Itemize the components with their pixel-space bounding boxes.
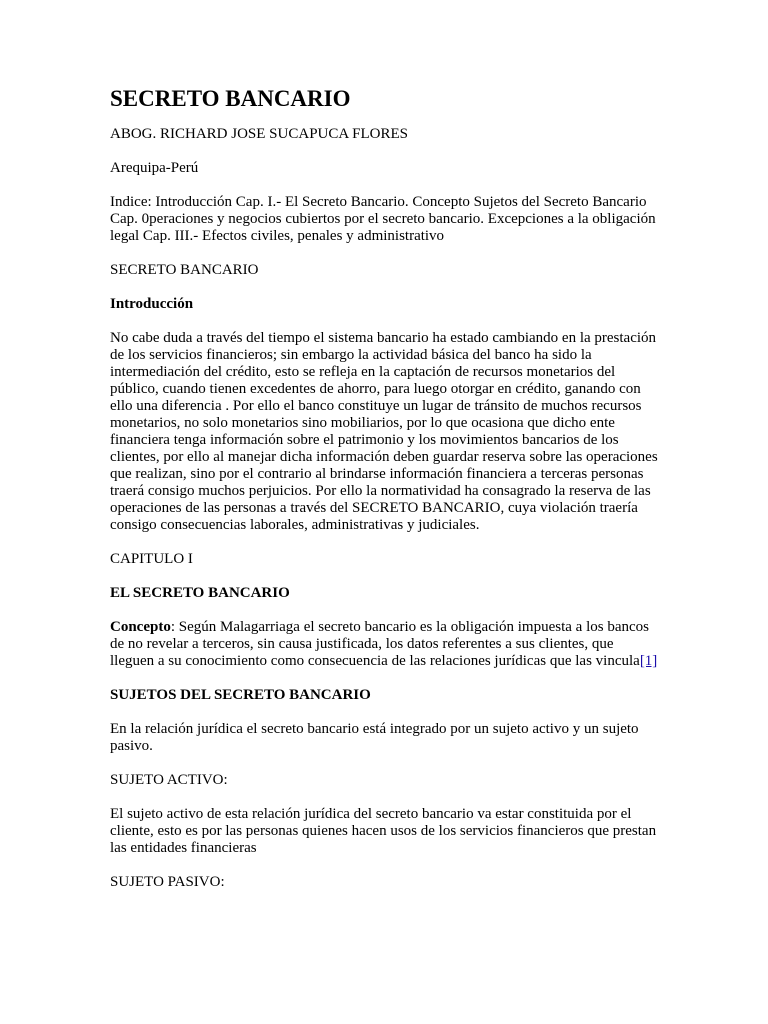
active-subject-heading: SUJETO ACTIVO: bbox=[110, 772, 228, 788]
document-title: SECRETO BANCARIO bbox=[110, 86, 351, 111]
subtitle-line: SECRETO BANCARIO bbox=[110, 262, 259, 278]
concept-text: : Según Malagarriaga el secreto bancario es la obligación impuesta a los bancos de no revelar a terceros, sin causa justificada, los datos referentes a sus clientes, que lleguen a su conocimiento como consecuencia de las relaciones jurídicas que las vincula bbox=[110, 619, 649, 669]
active-subject-paragraph: El sujeto activo de esta relación jurídica del secreto bancario va estar constituida por el cliente, esto es por las personas quienes hacen usos de los servicios financieros que prestan las entidades financieras bbox=[110, 806, 657, 856]
location-line: Arequipa-Perú bbox=[110, 160, 199, 176]
document-page bbox=[110, 84, 658, 908]
index-paragraph: Indice: Introducción Cap. I.- El Secreto Bancario. Concepto Sujetos del Secreto Bancario Cap. 0peraciones y negocios cubiertos por el secreto bancario. Excepciones a la obligación legal Cap. III.- Efectos civiles, penales y administrativo bbox=[110, 194, 656, 244]
intro-paragraph: No cabe duda a través del tiempo el sistema bancario ha estado cambiando en la prestación de los servicios financieros; sin embargo la actividad básica del banco ha sido la intermediación del crédito, esto se refleja en la captación de recursos monetarios del público, cuando tienen excedentes de ahorro, para luego otorgar en crédito, ganando con ello una diferencia . Por ello el banco constituye un lugar de tránsito de muchos recursos monetarios, no solo monetarios sino mobiliarios, por lo que ocasiona que dicho ente financiera tenga información sobre el patrimonio y los movimientos bancarios de los clientes, por ello al manejar dicha información deben guardar reserva sobre las operaciones que realizan, sino por el contrario al brindarse información financiera a terceras personas traerá consigo muchos perjuicios. Por ello la normatividad ha consagrado la reserva de las operaciones de las personas a través del SECRETO BANCARIO, cuya violación traería consigo consecuencias laborales, administrativas y judiciales. bbox=[110, 330, 658, 533]
subjects-heading: SUJETOS DEL SECRETO BANCARIO bbox=[110, 687, 371, 703]
author-line: ABOG. RICHARD JOSE SUCAPUCA FLORES bbox=[110, 126, 408, 142]
chapter-title: EL SECRETO BANCARIO bbox=[110, 585, 290, 601]
concept-paragraph bbox=[110, 619, 658, 670]
passive-subject-heading: SUJETO PASIVO: bbox=[110, 874, 225, 890]
chapter-label: CAPITULO I bbox=[110, 551, 193, 567]
footnote-link[interactable]: [1] bbox=[639, 653, 658, 669]
concept-label: Concepto bbox=[110, 619, 171, 635]
intro-heading: Introducción bbox=[110, 296, 194, 312]
subjects-paragraph: En la relación jurídica el secreto bancario está integrado por un sujeto activo y un sujeto pasivo. bbox=[110, 721, 639, 754]
